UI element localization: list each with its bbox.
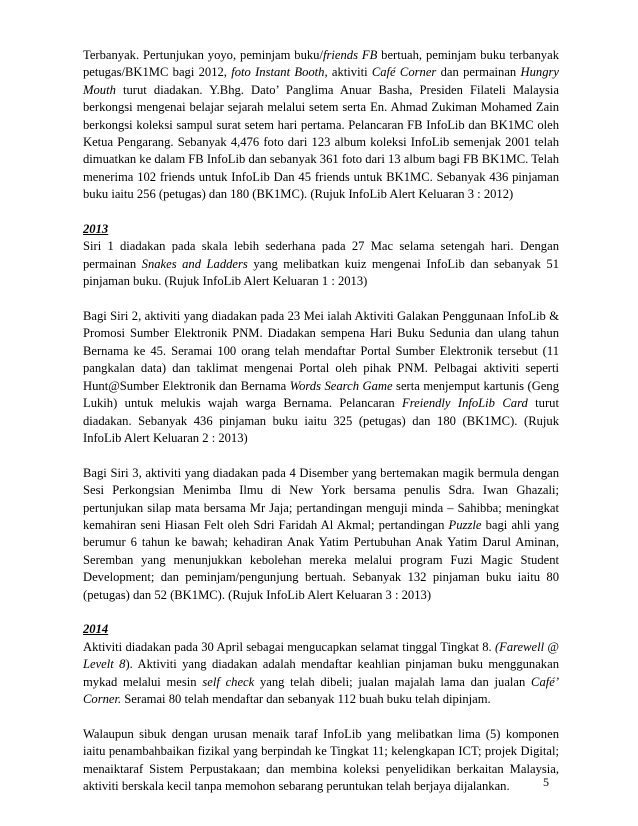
text-run-italic: Café Corner [371,65,437,80]
text-run: Siri 1 diadakan pada skala lebih sederhana pada 27 Mac selama setengah hari. Dengan permainan [83,239,559,271]
heading-2013: 2013 [83,222,109,237]
text-run: aktiviti [327,65,372,80]
paragraph-gap [83,291,559,308]
paragraph-2012-continued [83,47,559,204]
paragraph-2013-siri-1 [83,238,559,290]
text-run-italic: foto Instant Booth, [231,65,328,80]
paragraph-2014 [83,639,559,709]
paragraph-closing: Walaupun sibuk dengan urusan menaik taraf InfoLib yang melibatkan lima (5) komponen iaitu penambahbaikan fizikal yang berpindah ke Tingkat 11; kelengkapan ICT; projek Digital; menaiktaraf Sistem Perpustakaan; dan membina koleksi penyelidikan berkaitan Malaysia, aktiviti berskala kecil tanpa memohon sebarang peruntukan telah berjaya dijalankan. [83,726,559,793]
text-run-italic: Snakes and Ladders [141,256,248,271]
text-run-italic: Café’ Corner. [83,674,560,706]
text-run: serta menjemput kartunis (Geng Lukih) untuk melukis wajah warga Bernama. Pelancaran [83,378,560,411]
text-run: yang melibatkan kuiz mengenai InfoLib dan sebanyak 51 pinjaman buku. (Rujuk InfoLib Alert Keluaran 1 : 2013) [83,256,559,289]
paragraph-2013-siri-3 [83,465,559,604]
paragraph-gap [83,604,559,621]
text-run: yang telah dibeli; jualan majalah lama dan jualan [254,674,532,689]
document-body [83,47,559,795]
text-run: dan permainan [436,65,521,80]
text-run: ). Aktiviti yang diadakan adalah mendaftar keahlian pinjaman buku menggunakan mykad melalui mesin [83,657,559,689]
text-run: bagi ahli yang berumur 6 tahun ke bawah; kehadiran Anak Yatim Pertubuhan Anak Yatim Darul Aminan, Seremban yang menunjukkan kebolehan mereka melalui program Fuzi Magic Student Development; dan peminjam/pengunjung bertuah. Sebanyak 132 pinjaman buku iaitu 80 (petugas) dan 52 (BK1MC). (Rujuk InfoLib Alert Keluaran 3 : 2013) [83,517,559,602]
paragraph-gap [83,204,559,221]
text-run-italic: Words Search Game [289,378,393,393]
text-run: Terbanyak. Pertunjukan yoyo, peminjam buku/ [83,48,323,62]
text-run-italic: (Farewell @ Levelt 8 [83,639,559,672]
text-run: Aktiviti diadakan pada 30 April sebagai mengucapkan selamat tinggal Tingkat 8. [83,639,495,654]
text-run: turut diadakan. Sebanyak 436 pinjaman buku iaitu 325 (petugas) dan 180 (BK1MC). (Rujuk InfoLib Alert Keluaran 2 : 2013) [83,396,559,445]
text-run: Bagi Siri 2, aktiviti yang diadakan pada 23 Mei ialah Aktiviti Galakan Penggunaan InfoLib & Promosi Sumber Elektronik PNM. Diadakan sempena Hari Buku Sedunia dan ulang tahun Bernama ke 45. Seramai 100 orang telah mendaftar Portal Sumber Elektronik tersebut (11 pangkalan data) dan taklimat mengenai Portal oleh pihak PNM. Pelbagai aktiviti seperti Hunt@Sumber Elektronik dan Bernama [83,309,559,393]
text-run: turut diadakan. Y.Bhg. Dato’ Panglima Anuar Basha, Presiden Filateli Malaysia berkongsi mengenai belajar sejarah melalui setem serta En. Ahmad Zukiman Mohamed Zain berkongsi koleksi sampul surat setem hari pertama. Pelancaran FB InfoLib dan BK1MC oleh Ketua Pengarang. Sebanyak 4,476 foto dari 123 album koleksi InfoLib semenjak 2001 telah dimuatkan ke dalam FB InfoLib dan sebanyak 361 foto dari 13 album bagi FB BK1MC. Telah menerima 102 friends untuk InfoLib Dan 45 friends untuk BK1MC. Sebanyak 436 pinjaman buku iaitu 256 (petugas) dan 180 (BK1MC). (Rujuk InfoLib Alert Keluaran 3 : 2012) [83,82,559,202]
text-run-italic: self check [202,674,255,689]
text-run: Seramai 80 telah mendaftar dan sebanyak 112 buah buku telah dipinjam. [121,691,491,706]
paragraph-gap [83,708,559,725]
text-run: bertuah, peminjam buku terbanyak petugas/BK1MC bagi 2012, [83,48,559,80]
text-run-italic: Hungry Mouth [83,65,559,97]
text-run-italic: Puzzle [448,517,482,532]
page-number: 5 [543,775,549,789]
heading-2014: 2014 [83,622,109,637]
paragraph-2013-siri-2 [83,308,559,447]
text-run: Bagi Siri 3, aktiviti yang diadakan pada 4 Disember yang bertemakan magik bermula dengan Sesi Perkongsian Menimba Ilmu di New York bersama penulis Sdra. Iwan Ghazali; pertunjukan silap mata bersama Mr Jaja; pertandingan menguji minda – Sahibba; meningkat kemahiran seni Hiasan Felt oleh Sdri Faridah Al Akmal; pertandingan [83,465,559,532]
text-run-italic: Freiendly InfoLib Card [402,396,528,411]
paragraph-gap [83,447,559,464]
text-run-italic: friends FB [322,48,378,62]
